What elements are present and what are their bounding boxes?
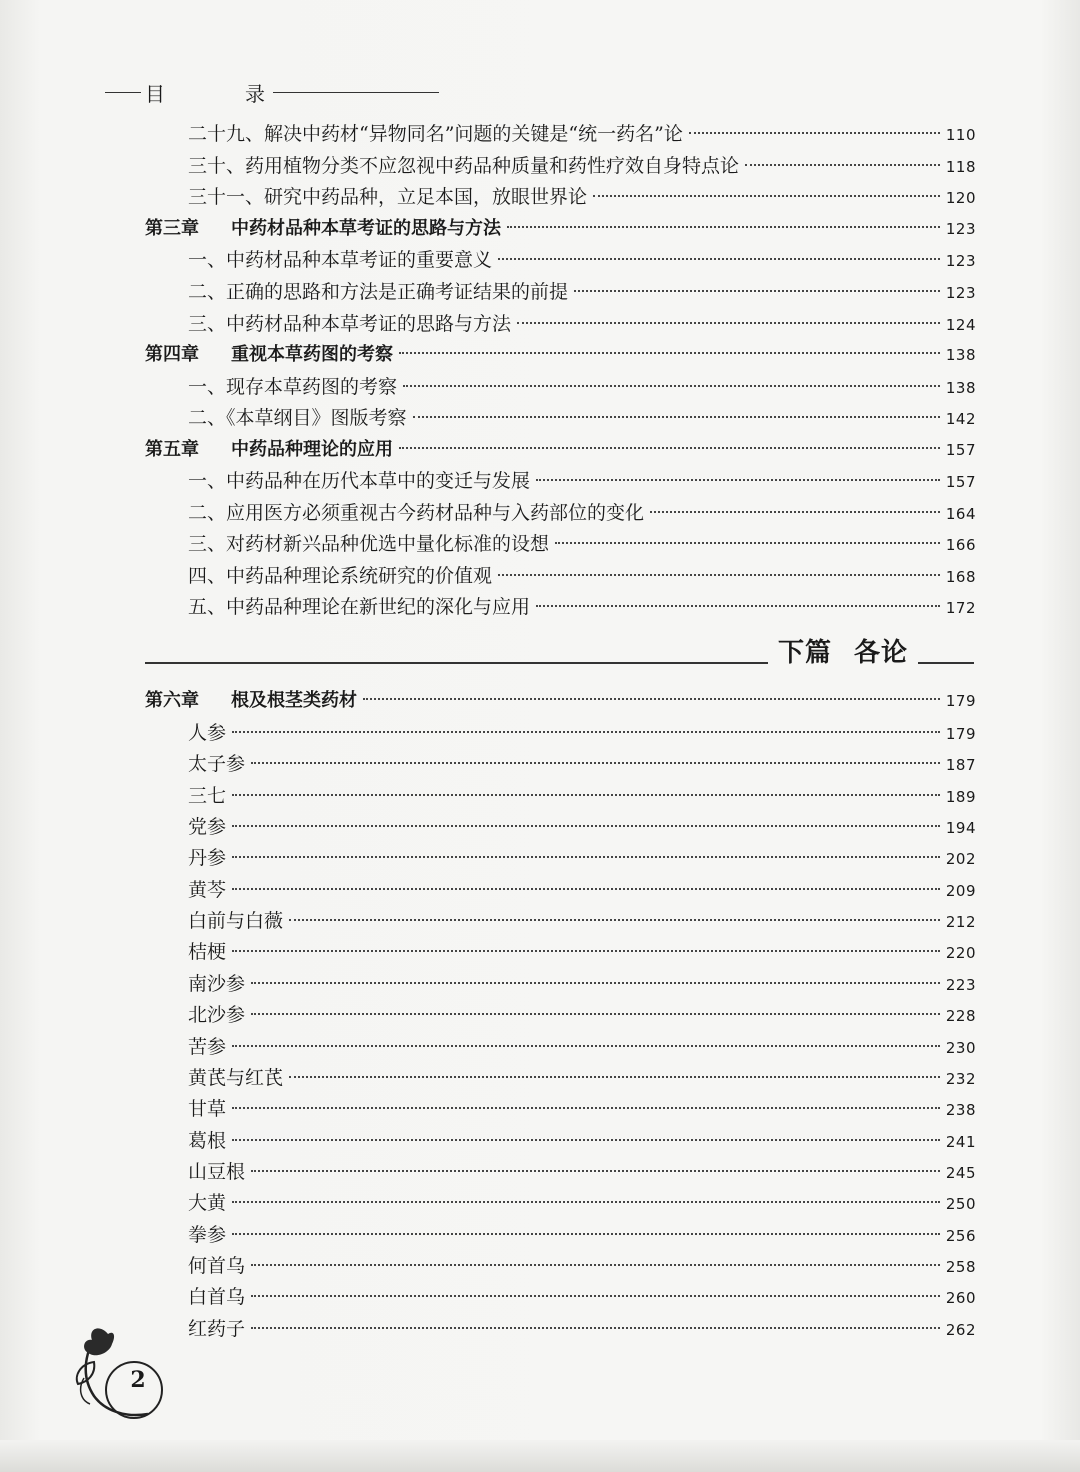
- toc-entry-page: 230: [945, 1039, 976, 1057]
- toc-entry-label: 一、中药材品种本草考证的重要意义: [188, 249, 493, 271]
- page-number: 2: [130, 1367, 146, 1393]
- toc-entry[interactable]: [188, 1032, 976, 1060]
- leader-dots: [251, 1295, 940, 1297]
- toc-chapter-6[interactable]: [145, 686, 976, 714]
- chapter-title: 重视本草药图的考察: [231, 344, 393, 365]
- toc-entry-page: 260: [945, 1289, 976, 1307]
- toc-entry-label: 白首乌: [188, 1286, 246, 1308]
- toc-entry-label: 北沙参: [188, 1004, 246, 1026]
- toc-entry-page: 232: [945, 1070, 976, 1088]
- toc-entry[interactable]: [188, 1188, 976, 1216]
- leader-dots: [251, 1327, 940, 1329]
- toc-entry[interactable]: [188, 1126, 976, 1154]
- toc-entry-page: 202: [945, 850, 976, 868]
- leader-dots: [251, 1264, 940, 1266]
- toc-entry-page: 238: [945, 1101, 976, 1119]
- toc-entry-label: 三十一、研究中药品种，立足本国，放眼世界论: [188, 186, 588, 208]
- toc-entry[interactable]: [188, 843, 976, 871]
- leader-dots: [251, 1170, 940, 1172]
- leader-dots: [289, 1076, 940, 1078]
- toc-entry-label: 丹参: [188, 847, 227, 869]
- toc-entry-label: 葛根: [188, 1130, 227, 1152]
- leader-dots: [232, 1107, 940, 1109]
- chapter-number: 第四章: [145, 344, 199, 365]
- toc-entry-label: 何首乌: [188, 1255, 246, 1277]
- leader-dots: [232, 1201, 940, 1203]
- toc-entry-label: 甘草: [188, 1098, 227, 1120]
- toc-entry-page: 166: [945, 536, 976, 554]
- leader-dots: [251, 762, 940, 764]
- toc-entry[interactable]: [188, 875, 976, 903]
- leader-dots: [232, 1233, 940, 1235]
- toc-entry-label: 三七: [188, 785, 227, 807]
- toc-entry-page: 118: [945, 158, 976, 176]
- toc-entry-page: 164: [945, 505, 976, 523]
- toc-entry[interactable]: [188, 1282, 976, 1310]
- toc-entry-label: 红药子: [188, 1318, 246, 1340]
- toc-entry[interactable]: [188, 718, 976, 746]
- toc-entry[interactable]: [188, 906, 976, 934]
- toc-entry-page: 241: [945, 1133, 976, 1151]
- toc-entry-page: 138: [945, 346, 976, 364]
- chapter-title: 中药材品种本草考证的思路与方法: [231, 218, 501, 239]
- toc-entry[interactable]: [188, 1000, 976, 1028]
- toc-entry-label: 拳参: [188, 1224, 227, 1246]
- toc-entry-page: 179: [945, 692, 976, 710]
- toc-entry[interactable]: [188, 812, 976, 840]
- toc-entry-label: 一、中药品种在历代本草中的变迁与发展: [188, 470, 531, 492]
- chapter-title: 根及根茎类药材: [231, 690, 357, 711]
- toc-entry-page: 123: [945, 252, 976, 270]
- chapter-number: 第六章: [145, 690, 199, 711]
- toc-entry-page: 179: [945, 725, 976, 743]
- toc-entry-page: 187: [945, 756, 976, 774]
- toc-entry[interactable]: [188, 1063, 976, 1091]
- toc-entry[interactable]: [188, 749, 976, 777]
- toc-entry-page: 189: [945, 788, 976, 806]
- chapter-title: 中药品种理论的应用: [231, 439, 393, 460]
- toc-entry-page: 124: [945, 316, 976, 334]
- chapter-number: 第五章: [145, 439, 199, 460]
- toc-entry-page: 212: [945, 913, 976, 931]
- toc-entry-page: 256: [945, 1227, 976, 1245]
- toc-entry-page: 250: [945, 1195, 976, 1213]
- toc-entry-label: 二、正确的思路和方法是正确考证结果的前提: [188, 281, 569, 303]
- leader-dots: [232, 731, 940, 733]
- toc-entry-label: 一、现存本草药图的考察: [188, 376, 398, 398]
- toc-entry-page: 223: [945, 976, 976, 994]
- toc-entry-page: 142: [945, 410, 976, 428]
- toc-entry-page: 157: [945, 441, 976, 459]
- chapter-number: 第三章: [145, 218, 199, 239]
- leader-dots: [232, 950, 940, 952]
- leader-dots: [232, 888, 940, 890]
- toc-entry[interactable]: [188, 1094, 976, 1122]
- toc-entry-page: 120: [945, 189, 976, 207]
- part-title: 各论: [853, 637, 908, 668]
- toc-entry[interactable]: [188, 781, 976, 809]
- leader-dots: [232, 825, 940, 827]
- toc-entry-label: 五、中药品种理论在新世纪的深化与应用: [188, 596, 531, 618]
- toc-entry-label: 二、《本草纲目》图版考察: [188, 407, 407, 429]
- leader-dots: [232, 794, 940, 796]
- toc-entry-label: 三、中药材品种本草考证的思路与方法: [188, 313, 512, 335]
- toc-entry-label: 黄芩: [188, 879, 227, 901]
- toc-entry-label: 桔梗: [188, 941, 227, 963]
- toc-entry-page: 168: [945, 568, 976, 586]
- toc-entry-label: 三、对药材新兴品种优选中量化标准的设想: [188, 533, 550, 555]
- toc-entry[interactable]: [188, 937, 976, 965]
- toc-entry-label: 二十九、解决中药材“异物同名”问题的关键是“统一药名”论: [188, 123, 683, 145]
- toc-entry-page: 123: [945, 284, 976, 302]
- leader-dots: [232, 1045, 940, 1047]
- toc-entry-label: 四、中药品种理论系统研究的价值观: [188, 565, 493, 587]
- part-name: 下篇: [777, 637, 832, 668]
- toc-entry-page: 123: [945, 220, 976, 238]
- toc-entry-page: 258: [945, 1258, 976, 1276]
- leader-dots: [251, 1013, 940, 1015]
- leader-dots: [232, 856, 940, 858]
- page-title: 目 录: [145, 81, 295, 106]
- toc-entry-page: 194: [945, 819, 976, 837]
- toc-entry-label: 南沙参: [188, 973, 246, 995]
- toc-entry-page: 209: [945, 882, 976, 900]
- toc-entry-label: 太子参: [188, 753, 246, 775]
- leader-dots: [232, 1139, 940, 1141]
- toc-entry-label: 三十、药用植物分类不应忽视中药品种质量和药性疗效自身特点论: [188, 155, 740, 177]
- toc-entry-label: 苦参: [188, 1036, 227, 1058]
- toc-entry-page: 172: [945, 599, 976, 617]
- toc-entry-label: 山豆根: [188, 1161, 246, 1183]
- leader-dots: [363, 698, 940, 700]
- toc-entry-label: 大黄: [188, 1192, 227, 1214]
- toc-entry-page: 228: [945, 1007, 976, 1025]
- toc-entry[interactable]: [188, 1220, 976, 1248]
- leader-dots: [251, 982, 940, 984]
- toc-entry[interactable]: [188, 1157, 976, 1185]
- toc-entry-page: 262: [945, 1321, 976, 1339]
- toc-entry-label: 二、应用医方必须重视古今药材品种与入药部位的变化: [188, 502, 645, 524]
- leader-dots: [289, 919, 940, 921]
- toc-entry-label: 党参: [188, 816, 227, 838]
- toc-entry-label: 白前与白薇: [188, 910, 284, 932]
- toc-entry-page: 138: [945, 379, 976, 397]
- toc-entry-label: 黄芪与红芪: [188, 1067, 284, 1089]
- toc-entry-page: 245: [945, 1164, 976, 1182]
- toc-entry-page: 220: [945, 944, 976, 962]
- toc-entry-page: 157: [945, 473, 976, 491]
- toc-entry[interactable]: [188, 1251, 976, 1279]
- toc-entry-label: 人参: [188, 722, 227, 744]
- toc-entry-page: 110: [945, 126, 976, 144]
- toc-entry[interactable]: [188, 969, 976, 997]
- toc-entry[interactable]: [188, 1314, 976, 1342]
